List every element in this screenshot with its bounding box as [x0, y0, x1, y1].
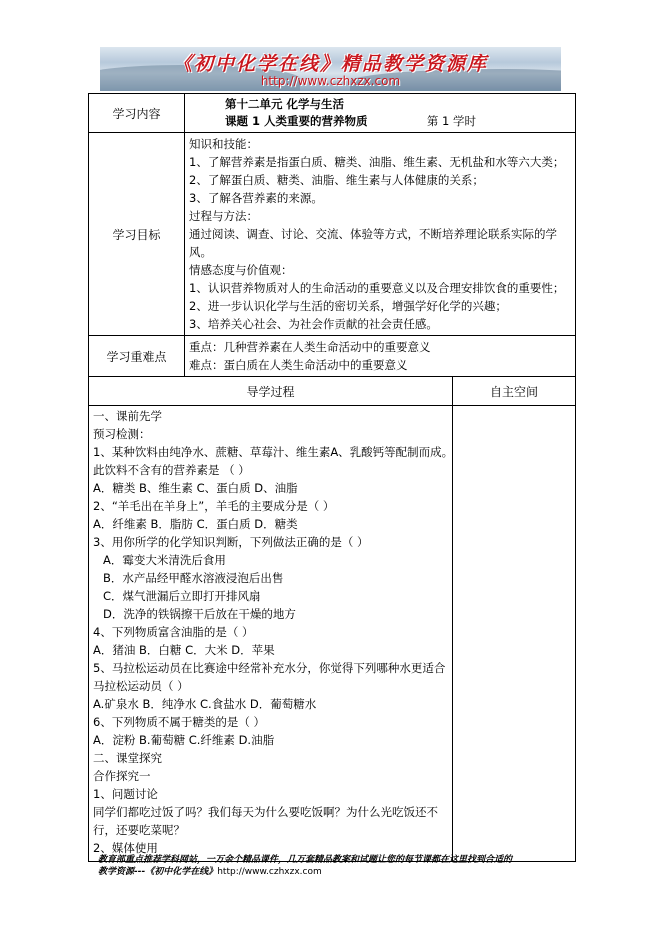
lesson-title: 课题 1 人类重要的营养物质: [225, 114, 368, 128]
footer-url[interactable]: http://www.czhxzx.com: [217, 867, 322, 877]
guide-line: D．洗净的铁锅擦干后放在干燥的地方: [103, 607, 296, 621]
guide-line: C．煤气泄漏后立即打开排风扇: [103, 589, 261, 603]
content-value: [185, 94, 576, 133]
guide-line: 合作探究一: [93, 769, 151, 783]
guide-line: 2、“羊毛出在羊身上”，羊毛的主要成分是（ ）: [93, 499, 335, 513]
banner-url[interactable]: http://www.czhxzx.com: [260, 74, 401, 88]
guide-line: 马拉松运动员（ ）: [93, 679, 189, 693]
keypoints-label: 学习重难点: [89, 336, 185, 377]
guide-line: 此饮料不含有的营养素是 （ ）: [93, 463, 250, 477]
objective-line: 知识和技能：: [189, 137, 258, 151]
guide-line: A．纤维素 B．脂肪 C．蛋白质 D．糖类: [93, 517, 298, 531]
self-space: [453, 406, 576, 862]
objectives-content: [185, 133, 576, 336]
guide-line: A．糖类 B、维生素 C、蛋白质 D、油脂: [93, 481, 298, 495]
objective-line: 情感态度与价值观：: [189, 263, 293, 277]
guide-line: 6、下列物质不属于糖类的是（ ）: [93, 715, 265, 729]
key-point: 重点：几种营养素在人类生命活动中的重要意义: [189, 340, 431, 354]
objectives-row: [89, 133, 576, 336]
guide-line: A．霉变大米清洗后食用: [103, 553, 226, 567]
objective-line: 2、了解蛋白质、糖类、油脂、维生素与人体健康的关系；: [189, 173, 484, 187]
objective-line: 风。: [189, 245, 212, 259]
guide-line: 预习检测：: [93, 427, 151, 441]
keypoints-row: [89, 336, 576, 377]
lesson-plan-table: [88, 93, 576, 862]
objective-line: 3、培养关心社会、为社会作贡献的社会责任感。: [189, 317, 438, 331]
period: 第 1 学时: [426, 114, 476, 128]
banner-title: 《初中化学在线》精品教学资源库: [172, 53, 488, 75]
objectives-label: 学习目标: [89, 133, 185, 336]
objective-line: 1、了解营养素是指蛋白质、糖类、油脂、维生素、无机盐和水等六大类；: [189, 155, 565, 169]
guide-line: 1、某种饮料由纯净水、蔗糖、草莓汁、维生素A、乳酸钙等配制而成。: [93, 445, 454, 459]
guide-line: 1、问题讨论: [93, 787, 158, 801]
content-label: 学习内容: [89, 94, 185, 133]
guide-line: 5、马拉松运动员在比赛途中经常补充水分，你觉得下列哪种水更适合: [93, 661, 446, 675]
objective-line: 3、了解各营养素的来源。: [189, 191, 323, 205]
unit-title: 第十二单元 化学与生活: [225, 97, 345, 111]
guide-line: A．淀粉 B.葡萄糖 C.纤维素 D.油脂: [93, 733, 275, 747]
footer-line-2: 教学资源---《初中化学在线》: [98, 867, 218, 877]
objective-line: 过程与方法：: [189, 209, 258, 223]
self-space-header: 自主空间: [453, 377, 576, 406]
guide-body-row: [89, 406, 576, 862]
guide-content: [89, 406, 453, 862]
guide-header-row: [89, 377, 576, 406]
guide-line: 同学们都吃过饭了吗？我们每天为什么要吃饭啊？为什么光吃饭还不: [93, 805, 438, 819]
keypoints-content: [185, 336, 576, 377]
guide-line: B．水产品经甲醛水溶液浸泡后出售: [103, 571, 284, 585]
guide-line: 3、用你所学的化学知识判断，下列做法正确的是（ ）: [93, 535, 369, 549]
guide-line: 行，还要吃菜呢？: [93, 823, 185, 837]
objective-line: 1、认识营养物质对人的生命活动的重要意义以及合理安排饮食的重要性；: [189, 281, 565, 295]
guide-line: A.矿泉水 B．纯净水 C.食盐水 D．葡萄糖水: [93, 697, 317, 711]
content-row: [89, 94, 576, 133]
guide-line: 4、下列物质富含油脂的是（ ）: [93, 625, 254, 639]
page-footer: [98, 854, 568, 878]
footer-line-1: 教育部重点推荐学科网站，一万余个精品课件，几万套精品教案和试题让您的每节课都在这里找到合适的: [98, 855, 513, 865]
guide-line: A．猪油 B．白糖 C．大米 D．苹果: [93, 643, 275, 657]
guide-header: 导学过程: [89, 377, 453, 406]
guide-line: 二、课堂探究: [93, 751, 162, 765]
header-banner: [100, 47, 561, 91]
difficulty-point: 难点：蛋白质在人类生命活动中的重要意义: [189, 358, 408, 372]
objective-line: 2、进一步认识化学与生活的密切关系，增强学好化学的兴趣；: [189, 299, 507, 313]
guide-line: 一、课前先学: [93, 409, 162, 423]
guide-line: 2、媒体使用: [93, 841, 158, 855]
objective-line: 通过阅读、调查、讨论、交流、体验等方式，不断培养理论联系实际的学: [189, 227, 557, 241]
